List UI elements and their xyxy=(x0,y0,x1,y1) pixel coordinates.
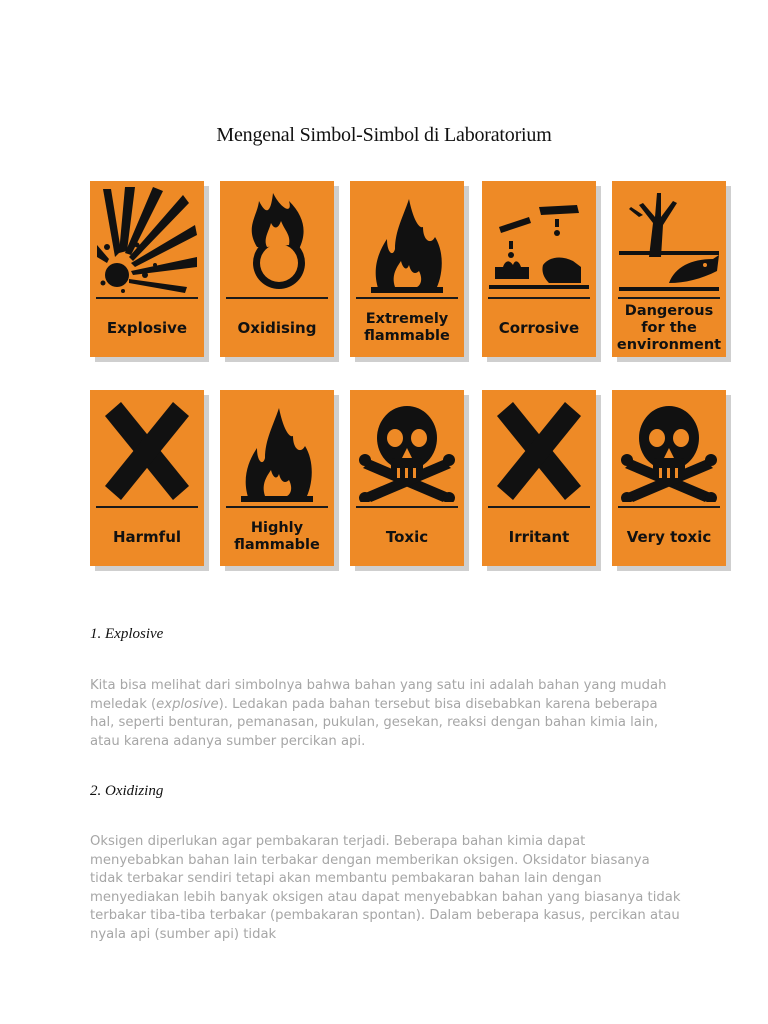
hazard-card-oxidising xyxy=(220,181,334,357)
body-text: Kita bisa melihat dari simbolnya bahwa bahan yang satu ini adalah bahan yang mudah meledak ( xyxy=(90,678,667,712)
hazard-card-corrosive xyxy=(482,181,596,357)
card-divider xyxy=(226,506,328,508)
section-heading-explosive: 1. Explosive xyxy=(90,626,164,642)
body-text: ). Ledakan pada bahan tersebut bisa disebabkan karena beberapa hal, seperti benturan, pemanasan, pukulan, gesekan, reaksi dengan bahan kimia lain, atau karena adanya sumber percikan api. xyxy=(90,696,659,749)
page-title: Mengenal Simbol-Simbol di Laboratorium xyxy=(216,124,552,146)
card-divider xyxy=(96,506,198,508)
card-divider xyxy=(356,506,458,508)
dangerous-environment-icon xyxy=(619,187,719,293)
hazard-card-very-toxic xyxy=(612,390,726,566)
card-label: Very toxic xyxy=(626,527,712,546)
hazard-card-harmful xyxy=(90,390,204,566)
card-divider xyxy=(618,297,720,299)
card-label: Irritant xyxy=(508,527,570,546)
highly-flammable-icon xyxy=(227,396,327,502)
card-label: Corrosive xyxy=(498,318,580,337)
card-label: Dangerous for the environment xyxy=(616,302,722,353)
hazard-card-extremely-flammable xyxy=(350,181,464,357)
section-heading-oxidizing: 2. Oxidizing xyxy=(90,783,164,799)
irritant-icon xyxy=(489,396,589,502)
card-divider xyxy=(226,297,328,299)
explosive-icon xyxy=(97,187,197,293)
section-body-explosive xyxy=(90,677,682,751)
hazard-card-irritant xyxy=(482,390,596,566)
section-body-oxidizing: Oksigen diperlukan agar pembakaran terjadi. Beberapa bahan kimia dapat menyebabkan bahan lain terbakar dengan memberikan oksigen. Oksidator biasanya tidak terbakar sendiri tetapi akan membantu pembakaran bahan lain dengan menyediakan lebih banyak oksigen atau dapat menyebabkan bahan yang biasanya tidak terbakar tiba-tiba terbakar (pembakaran spontan). Dalam beberapa kasus, percikan atau nyala api (sumber api) tidak xyxy=(90,834,681,942)
card-label: Oxidising xyxy=(237,318,317,337)
card-divider xyxy=(618,506,720,508)
hazard-card-explosive xyxy=(90,181,204,357)
card-label: Toxic xyxy=(385,527,429,546)
card-label: Extremely flammable xyxy=(364,311,450,344)
hazard-card-highly-flammable xyxy=(220,390,334,566)
hazard-card-toxic xyxy=(350,390,464,566)
card-label: Highly flammable xyxy=(234,520,320,553)
body-emphasis: explosive xyxy=(156,696,219,712)
very-toxic-icon xyxy=(619,396,719,502)
card-label: Harmful xyxy=(112,527,182,546)
card-divider xyxy=(356,297,458,299)
hazard-card-dangerous-environment xyxy=(612,181,726,357)
card-label: Explosive xyxy=(106,318,188,337)
extremely-flammable-icon xyxy=(357,187,457,293)
oxidising-icon xyxy=(227,187,327,293)
corrosive-icon xyxy=(489,187,589,293)
card-divider xyxy=(488,297,590,299)
card-divider xyxy=(488,506,590,508)
toxic-icon xyxy=(357,396,457,502)
harmful-icon xyxy=(97,396,197,502)
card-divider xyxy=(96,297,198,299)
